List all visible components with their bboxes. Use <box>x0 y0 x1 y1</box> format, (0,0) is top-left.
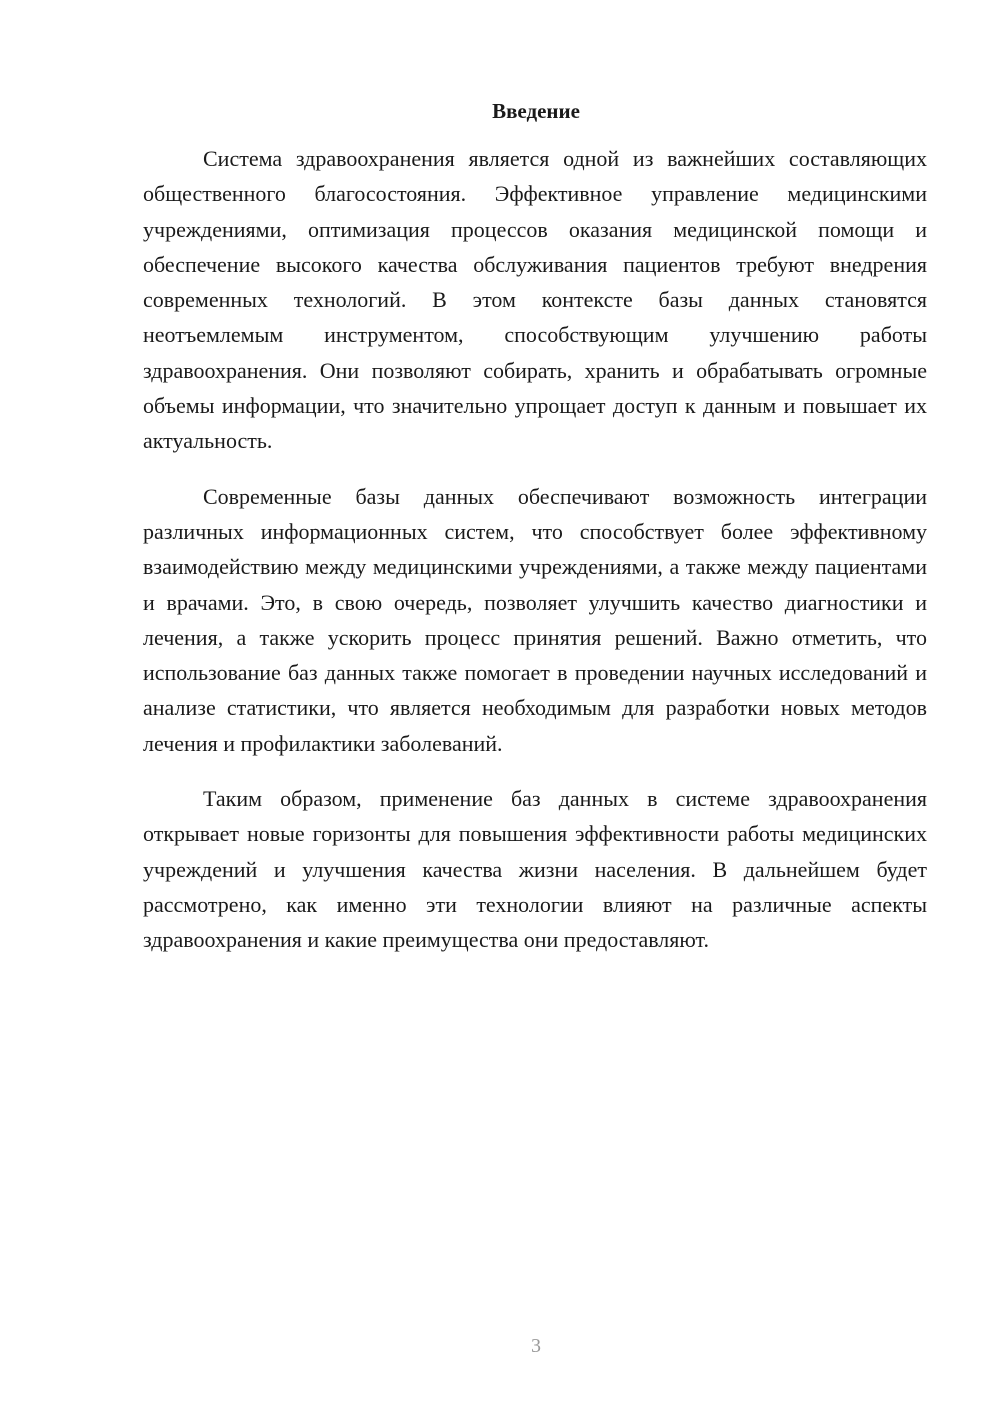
body-text <box>143 141 927 978</box>
paragraph-integration: Современные базы данных обеспечивают возможность интеграции различных информационных систем, что способствует более эффективному взаимодействию между медицинскими учреждениями, а также между пациентами и врачами. Это, в свою очередь, позволяет улучшить качество диагностики и лечения, а также ускорить процесс принятия решений. Важно отметить, что использование баз данных также помогает в проведении научных исследований и анализе статистики, что является необходимым для разработки новых методов лечения и профилактики заболеваний. <box>143 483 927 756</box>
paragraph-intro: Система здравоохранения является одной из важнейших составляющих общественного благосостояния. Эффективное управление медицинскими учреждениями, оптимизация процессов оказания медицинской помощи и обеспечение высокого качества обслуживания пациентов требуют внедрения современных технологий. В этом контексте базы данных становятся неотъемлемым инструментом, способствующим улучшению работы здравоохранения. Они позволяют собирать, хранить и обрабатывать огромные объемы информации, что значительно упрощает доступ к данным и повышает их актуальность. <box>143 146 927 454</box>
page-number: 3 <box>531 1335 541 1357</box>
paragraph-conclusion: Таким образом, применение баз данных в системе здравоохранения открывает новые горизонты для повышения эффективности работы медицинских учреждений и улучшения качества жизни населения. В дальнейшем будет рассмотрено, как именно эти технологии влияют на различные аспекты здравоохранения и какие преимущества они предоставляют. <box>143 786 927 953</box>
section-heading: Введение <box>492 99 580 123</box>
